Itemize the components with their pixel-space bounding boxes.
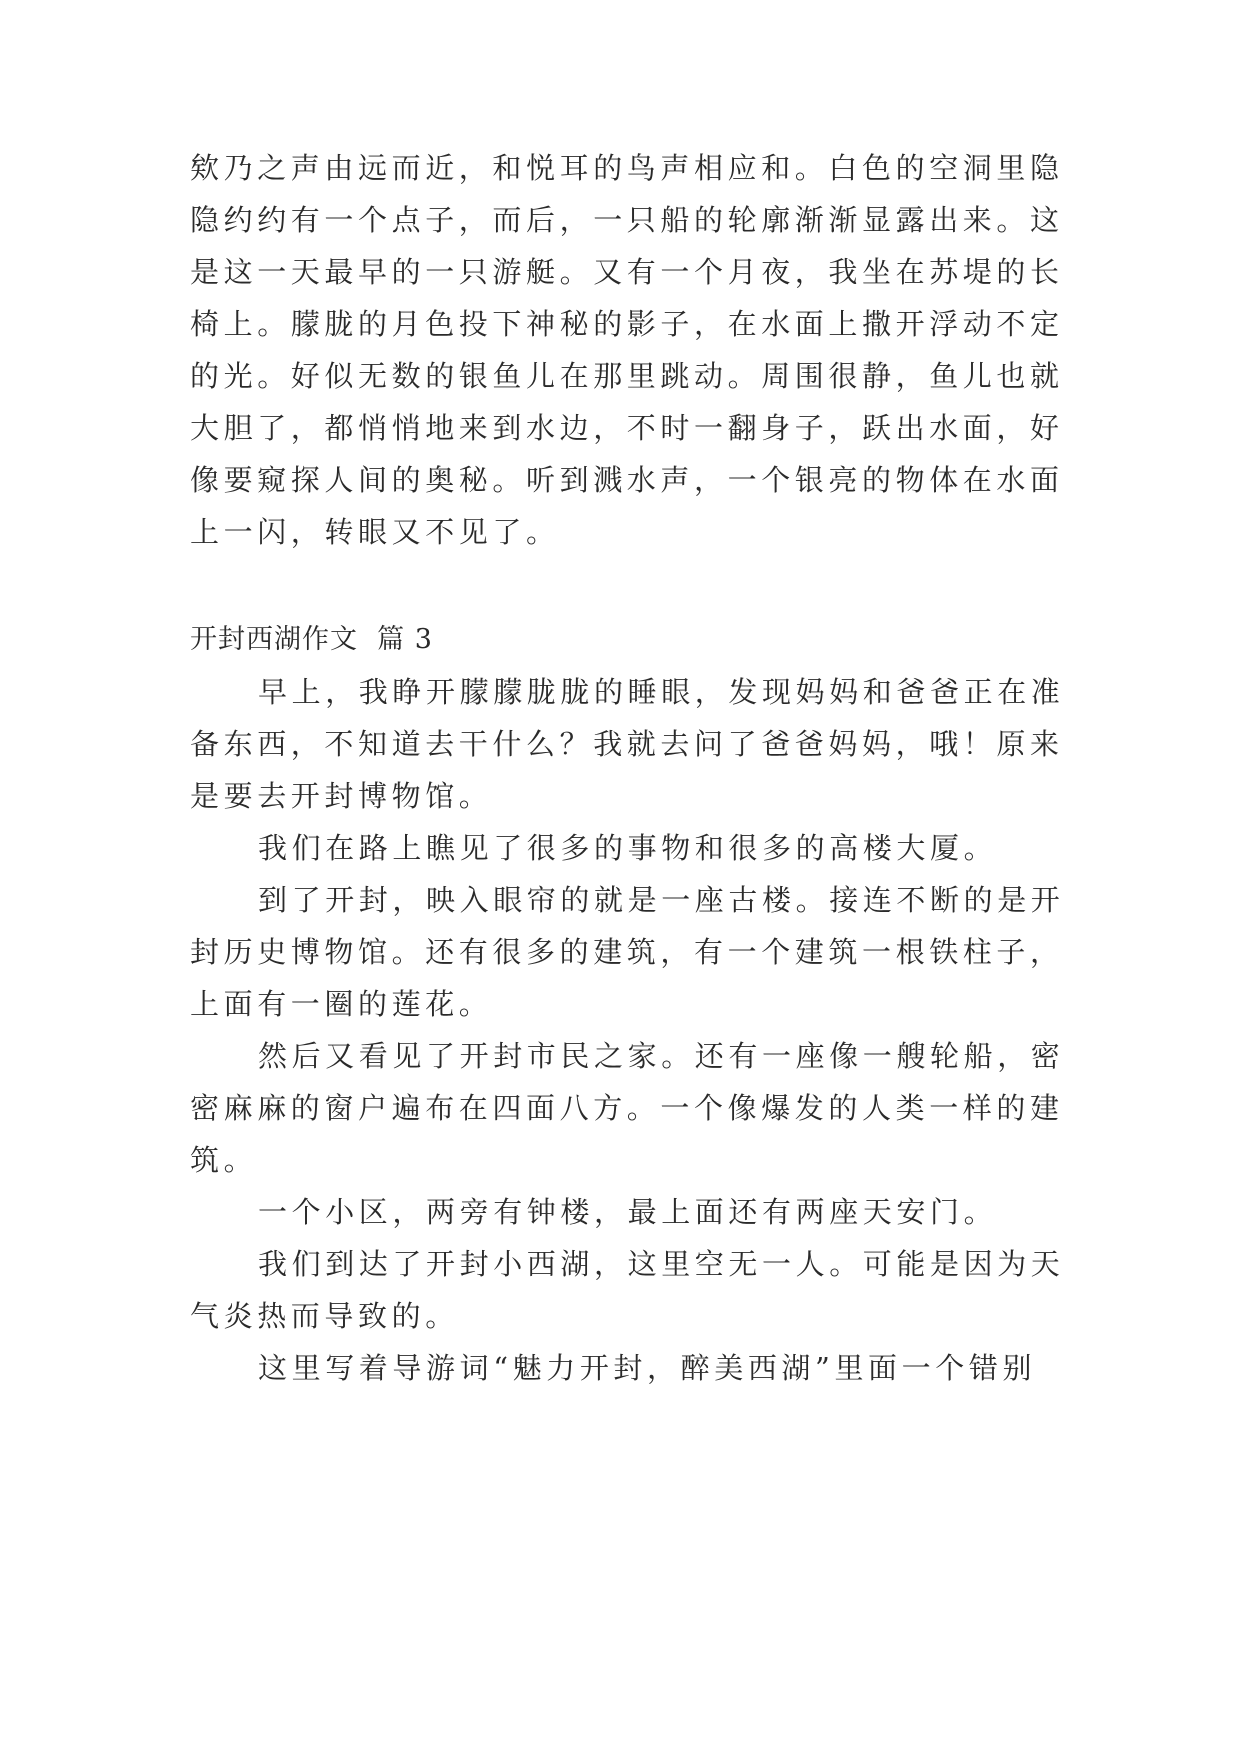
text-line: 上面有一圈的莲花。: [190, 987, 493, 1021]
text-line: 大胆了，都悄悄地来到水边，不时一翻身子，跃出水面，好: [190, 411, 1064, 445]
text-line: 备东西，不知道去干什么？我就去问了爸爸妈妈，哦！原来: [190, 727, 1064, 761]
text-line: 封历史博物馆。还有很多的建筑，有一个建筑一根铁柱子，: [190, 935, 1064, 969]
text-line: 隐约约有一个点子，而后，一只船的轮廓渐渐显露出来。这: [190, 203, 1064, 237]
text-line: 欸乃之声由远而近，和悦耳的鸟声相应和。白色的空洞里隐: [190, 151, 1064, 185]
paragraph-first-line: 我们在路上瞧见了很多的事物和很多的高楼大厦。: [258, 831, 998, 865]
paragraph-first-line: 一个小区，两旁有钟楼，最上面还有两座天安门。: [258, 1195, 998, 1229]
text-line: 是这一天最早的一只游艇。又有一个月夜，我坐在苏堤的长: [190, 255, 1064, 289]
text-line: 密麻麻的窗户遍布在四面八方。一个像爆发的人类一样的建: [190, 1091, 1064, 1125]
text-line: 筑。: [190, 1143, 258, 1177]
paragraph-first-line: 到了开封，映入眼帘的就是一座古楼。接连不断的是开: [258, 883, 1065, 917]
text-line: 像要窥探人间的奥秘。听到溅水声，一个银亮的物体在水面: [190, 463, 1064, 497]
text-line: 的光。好似无数的银鱼儿在那里跳动。周围很静，鱼儿也就: [190, 359, 1064, 393]
paragraph-first-line: 然后又看见了开封市民之家。还有一座像一艘轮船，密: [258, 1039, 1065, 1073]
paragraph-first-line: 早上，我睁开朦朦胧胧的睡眼，发现妈妈和爸爸正在准: [258, 675, 1065, 709]
text-line: 上一闪，转眼又不见了。: [190, 515, 560, 549]
text-line: 是要去开封博物馆。: [190, 779, 493, 813]
section-heading: 开封西湖作文 篇 3: [190, 624, 433, 655]
text-line: 气炎热而导致的。: [190, 1299, 459, 1333]
text-line: 椅上。朦胧的月色投下神秘的影子，在水面上撒开浮动不定: [190, 307, 1064, 341]
paragraph-first-line: 我们到达了开封小西湖，这里空无一人。可能是因为天: [258, 1247, 1065, 1281]
paragraph-first-line: 这里写着导游词“魅力开封，醉美西湖”里面一个错别: [258, 1351, 1037, 1385]
